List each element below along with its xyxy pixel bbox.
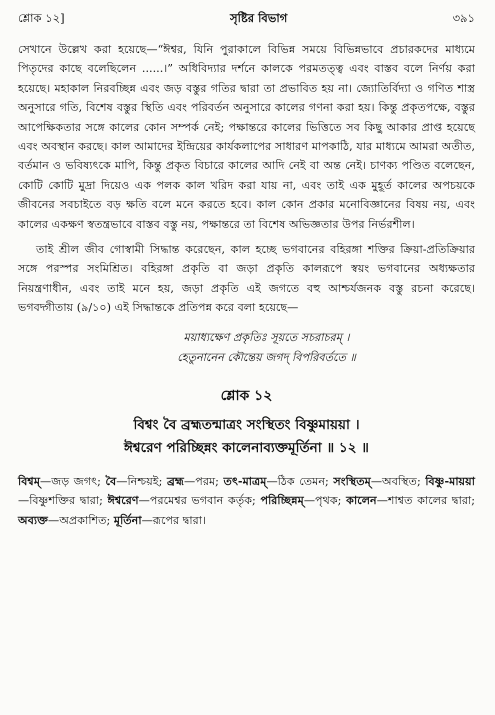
synonym-meaning: রূপের দ্বারা। xyxy=(152,513,207,527)
synonym-term: কালেন xyxy=(346,493,377,508)
purport-paragraph-1: সেখানে উল্লেখ করা হয়েছে—“ঈশ্বর, যিনি পুরাকালে বিভিন্ন সময়ে বিভিন্নভাবে প্রচারকদের মাধ্যমে পিতৃদের কাছে বলেছিলেন ......।” অধিবিদ্যার দর্শনে কালকে পরমতত্ত্ব এবং বাস্তব বলে নির্ণয় করা হয়েছে। মহাকাল নিরবচ্ছিন্ন এবং জড় বস্তুর গতির দ্বারা তা প্রভাবিত হয় না। জ্যোতির্বিদ্যা ও গণিত শাস্ত্র অনুসারে গতি, বিশেষ বস্তুর স্থিতি এবং পরিবর্তন অনুসারে কালের গণনা করা হয়। কিন্তু প্রকৃতপক্ষে, বস্তুর আপেক্ষিকতার সঙ্গে কালের কোন সম্পর্ক নেই; পক্ষান্তরে কালের ভিত্তিতে সব কিছু আকার প্রাপ্ত হয়েছে এবং অবস্থান করছে। কাল আমাদের ইন্দ্রিয়ের কার্যকলাপের সাধারণ মাপকাঠি, যার মাধ্যমে আমরা অতীত, বর্তমান ও ভবিষ্যৎকে মাপি, কিন্তু প্রকৃত বিচারে কালের আদি নেই বা অন্ত নেই। চাণক্য পণ্ডিত বলেছেন, কোটি কোটি মুদ্রা দিয়েও এক পলক কাল খরিদ করা যায় না, এবং তাই এক মুহূর্ত কালের অপচয়কে জীবনের সবচাইতে বড় ক্ষতি বলে মনে করতে হবে। কাল কোন প্রকার মনোবিজ্ঞানের বিষয় নয়, এবং কালের একক্ষণ স্বতন্ত্রভাবে বাস্তব বস্তু নয়, পক্ষান্তরে তা বিশেষ অভিজ্ঞতার উপর নির্ভরশীল। xyxy=(18,43,475,231)
gita-quote-line-2: হেতুনানেন কৌন্তেয় জগদ্ বিপরিবর্ততে ॥ xyxy=(177,350,356,364)
page-header xyxy=(18,10,475,34)
synonym-term: মূর্তিনা xyxy=(113,512,142,527)
synonym-meaning: জড় জগৎ; xyxy=(51,474,106,488)
gita-quote-line-1: ময়াধ্যক্ষেণ প্রকৃতিঃ সূয়তে সচরাচরম্ । xyxy=(183,330,350,344)
synonym-meaning: অবস্থিত; xyxy=(382,474,426,488)
synonym-term: পরিচ্ছিন্নম্ xyxy=(260,493,304,508)
purport-paragraph-2: তাই শ্রীল জীব গোস্বামী সিদ্ধান্ত করেছেন, কাল হচ্ছে ভগবানের বহিরঙ্গা শক্তির ক্রিয়া-প্রতিক্রিয়ার সঙ্গে পরস্পর সংমিশ্রিত। বহিরঙ্গা প্রকৃতি বা জড়া প্রকৃতি কালরূপে স্বয়ং ভগবানের অধ্যক্ষতার নিয়ন্ত্রণাধীন, এবং তাই মনে হয়, জড়া প্রকৃতি এই জগতে বহু আশ্চর্যজনক বস্তু রচনা করেছে। ভগবদ্গীতায় (৯/১০) এই সিদ্ধান্তকে প্রতিপন্ন করে বলা হয়েছে— xyxy=(18,243,475,315)
verse-line-2: ঈশ্বরেণ পরিচ্ছিন্নং কালেনাব্যক্তমূর্তিনা ॥ ১২ ॥ xyxy=(124,439,369,456)
synonym-term: বৈ xyxy=(105,473,117,488)
synonym-term: তৎ-মাত্রম্ xyxy=(223,473,267,488)
synonym-meaning: নিশ্চয়ই; xyxy=(127,474,167,488)
synonym-meaning: পরমেশ্বর ভগবান কর্তৃক; xyxy=(149,494,261,508)
verse-title: শ্লোক ১২ xyxy=(220,387,273,404)
gita-quote xyxy=(58,328,475,368)
verse-reference: শ্লোক ১২] xyxy=(18,11,65,25)
synonym-term: ঈশ্বরেণ xyxy=(107,493,139,508)
verse-text xyxy=(18,414,475,460)
synonym-meaning: ঠিক তেমন; xyxy=(277,474,334,488)
synonym-meaning: পরম; xyxy=(195,474,224,488)
synonym-term: সংস্থিতম্ xyxy=(333,473,371,488)
synonym-term: বিশ্বম্ xyxy=(18,473,41,488)
synonym-term: ব্রহ্ম xyxy=(166,473,185,488)
verse-line-1: বিশ্বং বৈ ব্রহ্মতন্মাত্রং সংস্থিতং বিষ্ণুমায়য়া । xyxy=(133,416,360,433)
synonym-meaning: বিষ্ণুশক্তির দ্বারা; xyxy=(29,494,108,508)
word-meanings: বিশ্বম্—জড় জগৎ; বৈ—নিশ্চয়ই; ব্রহ্ম—পরম; তৎ-মাত্রম্—ঠিক তেমন; সংস্থিতম্—অবস্থিত; বিষ্ণু-মায়য়া—বিষ্ণুশক্তির দ্বারা; ঈশ্বরেণ—পরমেশ্বর ভগবান কর্তৃক; পরিচ্ছিন্নম্—পৃথক; কালেন—শাশ্বত কালের দ্বারা; অব্যক্ত—অপ্রকাশিত; মূর্তিনা—রূপের দ্বারা। xyxy=(18,473,475,527)
synonym-meaning: শাশ্বত কালের দ্বারা; xyxy=(387,494,475,508)
synonym-term: অব্যক্ত xyxy=(18,512,49,527)
page-number: ৩৯১ xyxy=(452,11,475,25)
chapter-title: সৃষ্টির বিভাগ xyxy=(229,11,288,25)
synonym-meaning: অপ্রকাশিত; xyxy=(59,513,114,527)
synonym-meaning: পৃথক; xyxy=(315,494,347,508)
synonym-term: বিষ্ণু-মায়য়া xyxy=(425,473,475,488)
